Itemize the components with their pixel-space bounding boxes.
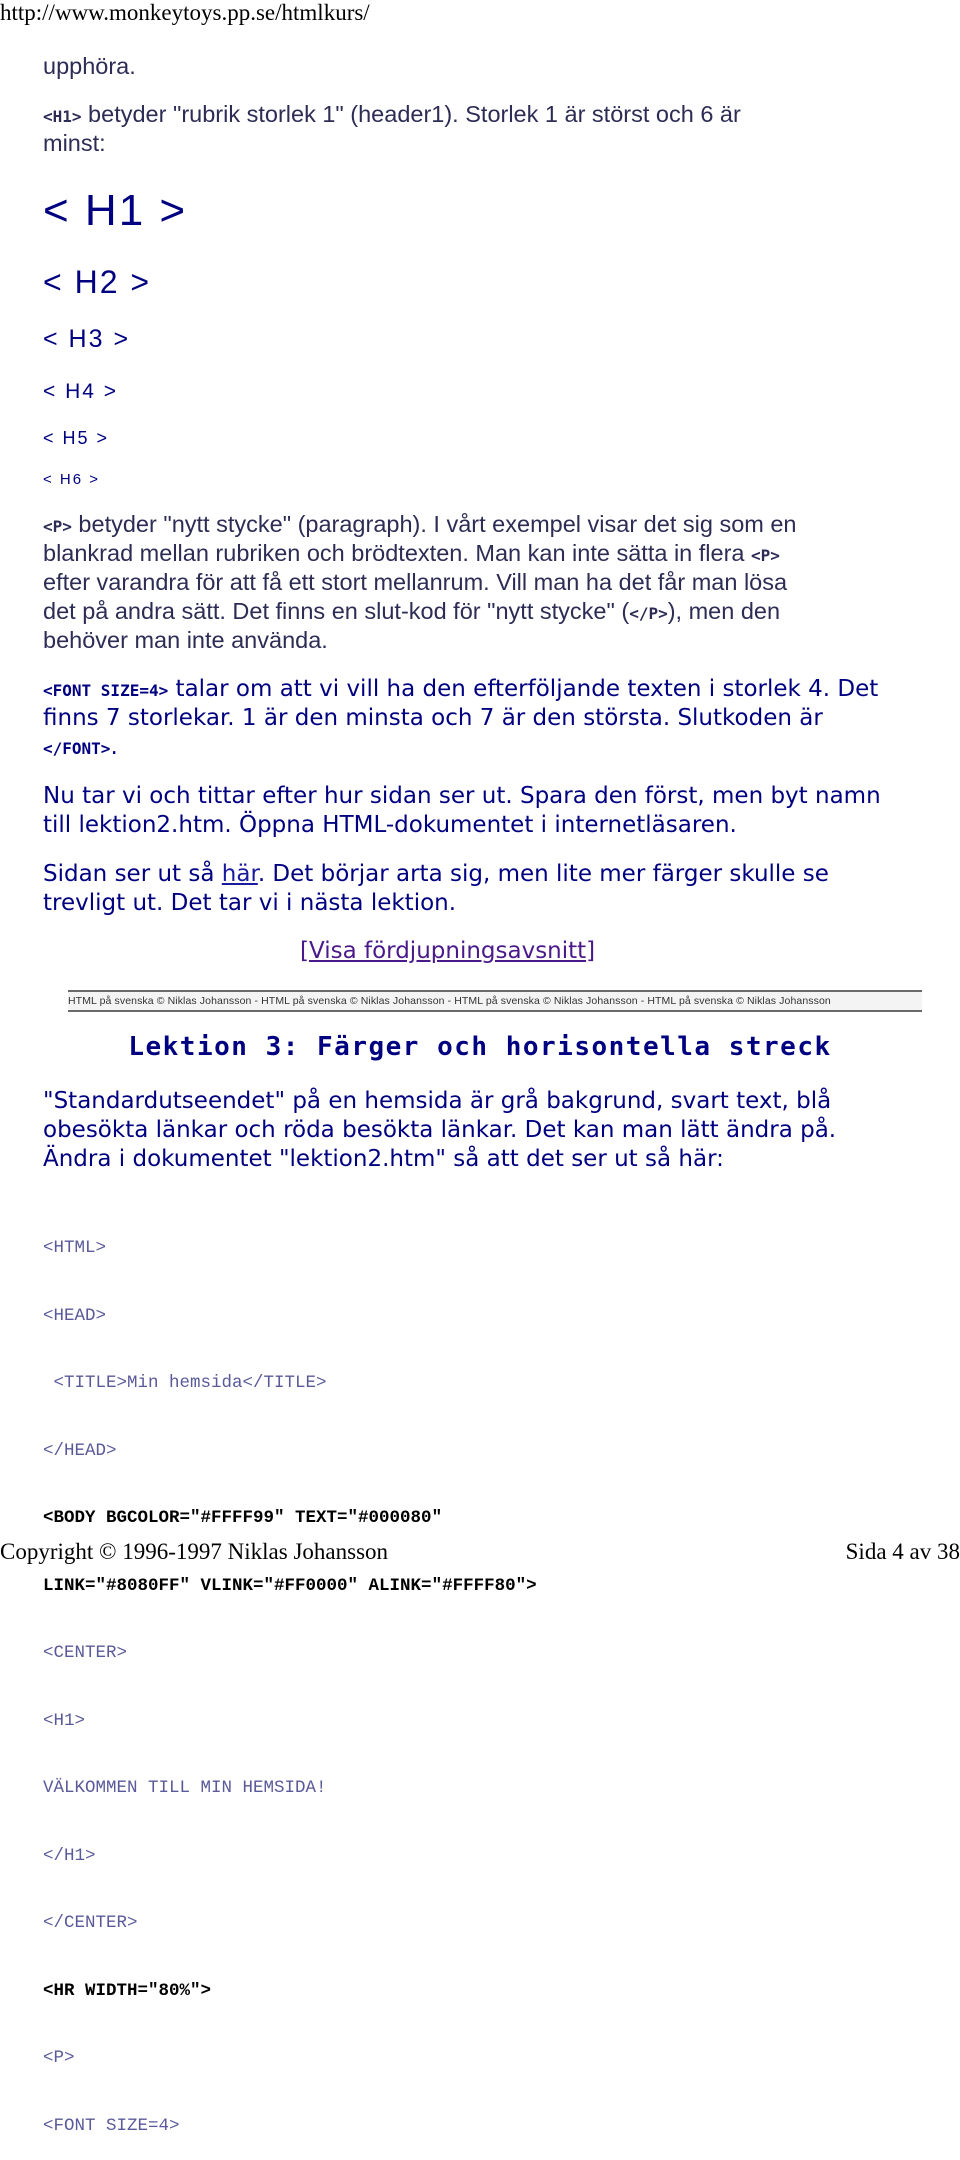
lesson-intro-line1: "Standardutseendet" på en hemsida är grå bakgrund, svart text, blå bbox=[43, 1088, 832, 1114]
paragraph-font-line1 bbox=[43, 675, 878, 705]
code-line: </CENTER> bbox=[43, 1913, 138, 1933]
paragraph-text: det på andra sätt. Det finns en slut-kod för "nytt stycke" ( bbox=[43, 598, 630, 624]
paragraph-text: talar om att vi vill ha den efterföljande texten i storlek 4. Det bbox=[168, 676, 879, 702]
paragraph-text: . Det börjar arta sig, men lite mer färger skulle se bbox=[257, 861, 829, 887]
lesson-title: Lektion 3: Färger och horisontella streck bbox=[128, 1032, 832, 1062]
paragraph-text: betyder "rubrik storlek 1" (header1). Storlek 1 är störst och 6 är bbox=[81, 101, 741, 127]
paragraph-text: ), men den bbox=[667, 598, 781, 624]
paragraph-h1-description bbox=[43, 100, 741, 131]
footer-copyright: Copyright © 1996-1997 Niklas Johansson bbox=[0, 1539, 389, 1564]
paragraph-text: betyder "nytt stycke" (paragraph). I vårt exempel visar det sig som en bbox=[71, 511, 797, 537]
paragraph-upphora: upphöra. bbox=[43, 53, 136, 79]
code-line: <H1> bbox=[43, 1710, 86, 1731]
paragraph-p-line5: behöver man inte använda. bbox=[43, 627, 328, 653]
paragraph-p-line2 bbox=[43, 539, 780, 570]
heading-example-h2: < H2 > bbox=[43, 264, 152, 300]
paragraph-font-line3 bbox=[43, 733, 118, 763]
code-line: <HR WIDTH="80%"> bbox=[43, 1980, 212, 2001]
code-font-size: <FONT SIZE=4> bbox=[43, 681, 169, 700]
har-link[interactable]: här bbox=[221, 861, 258, 887]
code-line: <CENTER> bbox=[43, 1643, 128, 1663]
code-end-p: </P> bbox=[629, 604, 668, 623]
code-line: VÄLKOMMEN TILL MIN HEMSIDA! bbox=[43, 1778, 327, 1798]
code-p: <P> bbox=[43, 517, 72, 536]
heading-example-h3: < H3 > bbox=[43, 325, 131, 353]
lesson-intro-line3: Ändra i dokumentet "lektion2.htm" så att det ser ut så här: bbox=[43, 1146, 724, 1172]
heading-example-h5: < H5 > bbox=[43, 428, 110, 448]
rule-banner-text: HTML på svenska © Niklas Johansson - HTML på svenska © Niklas Johansson - HTML på svenska © Niklas Johansson - HTML på svenska © Niklas Johansson bbox=[68, 995, 831, 1007]
footer-page-number: Sida 4 av 38 bbox=[845, 1539, 960, 1564]
paragraph-font-line2: finns 7 storlekar. 1 är den minsta och 7 är den största. Slutkoden är bbox=[43, 705, 823, 731]
paragraph-save-line2: till lektion2.htm. Öppna HTML-dokumentet i internetläsaren. bbox=[43, 812, 737, 838]
paragraph-p-line3: efter varandra för att få ett stort mellanrum. Vill man ha det får man lösa bbox=[43, 569, 788, 595]
heading-example-h4: < H4 > bbox=[43, 380, 119, 403]
paragraph-text: Sidan ser ut så bbox=[43, 861, 222, 887]
paragraph-h1-description-line2: minst: bbox=[43, 130, 106, 156]
code-h1: <H1> bbox=[43, 107, 82, 126]
code-line: <TITLE>Min hemsida</TITLE> bbox=[43, 1373, 327, 1393]
code-line: <HEAD> bbox=[43, 1305, 107, 1326]
horizontal-rule-banner bbox=[68, 990, 922, 1012]
code-line: </HEAD> bbox=[43, 1440, 117, 1461]
paragraph-result-line1 bbox=[43, 860, 829, 889]
code-line: <P> bbox=[43, 2048, 75, 2068]
code-line: <HTML> bbox=[43, 1238, 107, 1258]
page-url-header: http://www.monkeytoys.pp.se/htmlkurs/ bbox=[0, 0, 370, 25]
code-line: </H1> bbox=[43, 1845, 96, 1866]
code-line: LINK="#8080FF" VLINK="#FF0000" ALINK="#FFFF80"> bbox=[43, 1575, 537, 1596]
html-code-example bbox=[43, 1192, 537, 2160]
lesson-intro-line2: obesökta länkar och röda besökta länkar. Det kan man lätt ändra på. bbox=[43, 1117, 837, 1143]
paragraph-text: . bbox=[110, 734, 118, 760]
show-advanced-section-link[interactable]: [Visa fördjupningsavsnitt] bbox=[300, 938, 596, 964]
paragraph-p-line1 bbox=[43, 510, 797, 541]
paragraph-save-line1: Nu tar vi och tittar efter hur sidan ser ut. Spara den först, men byt namn bbox=[43, 783, 881, 809]
paragraph-result-line2: trevligt ut. Det tar vi i nästa lektion. bbox=[43, 890, 457, 916]
code-p: <P> bbox=[751, 546, 780, 565]
heading-example-h1: < H1 > bbox=[43, 186, 188, 235]
code-end-font: </FONT> bbox=[43, 739, 111, 758]
heading-example-h6: < H6 > bbox=[43, 471, 101, 488]
code-line: <BODY BGCOLOR="#FFFF99" TEXT="#000080" bbox=[43, 1508, 443, 1528]
paragraph-p-line4 bbox=[43, 597, 780, 628]
paragraph-text: blankrad mellan rubriken och brödtexten. Man kan inte sätta in flera bbox=[43, 540, 752, 566]
code-line: <FONT SIZE=4> bbox=[43, 2115, 180, 2136]
